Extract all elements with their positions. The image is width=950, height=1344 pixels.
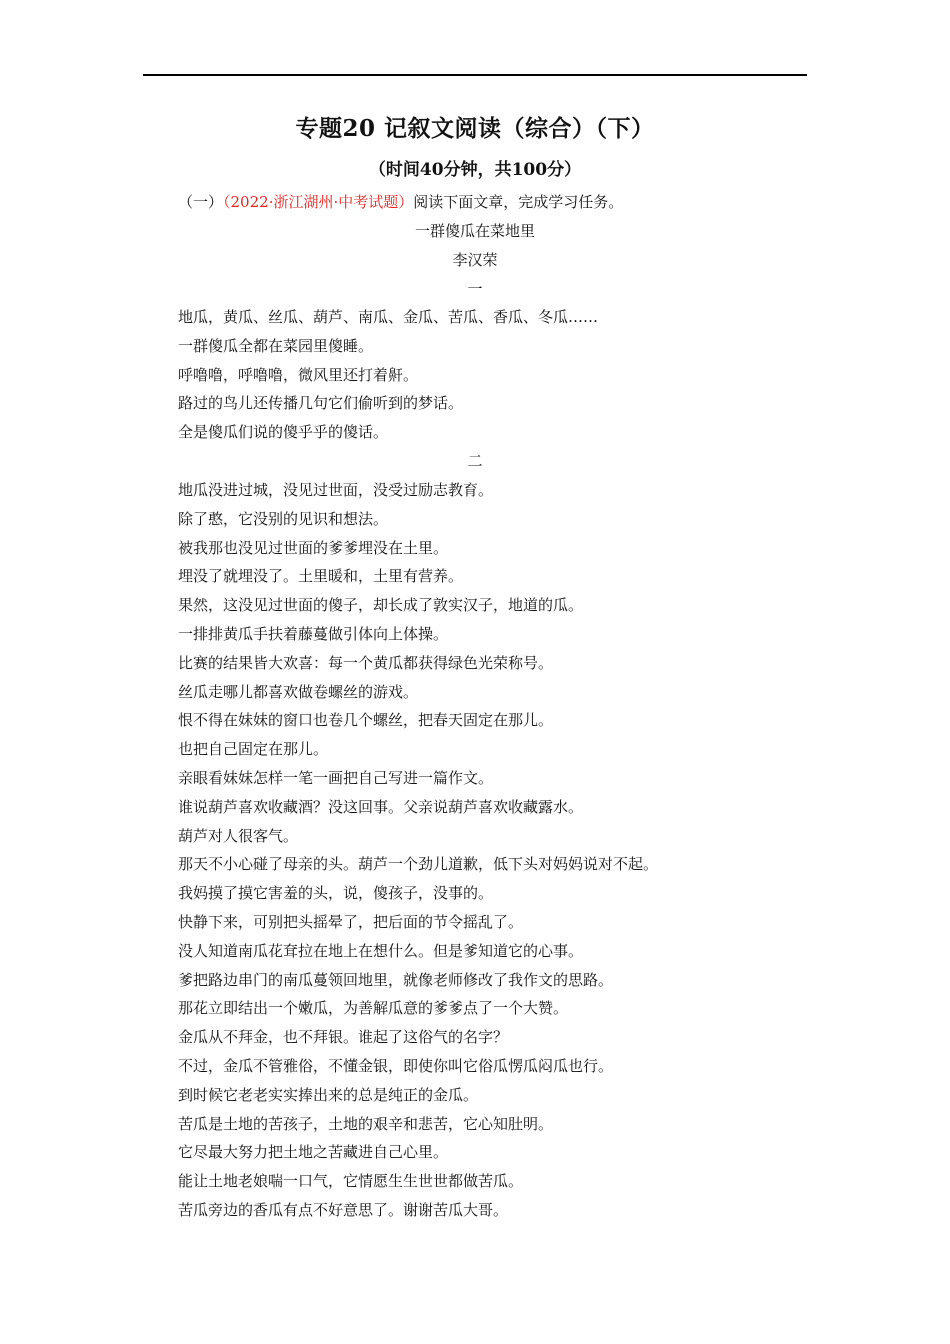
paragraph: 地瓜没进过城，没见过世面，没受过励志教育。 (178, 481, 494, 499)
paragraph: 恨不得在妹妹的窗口也卷几个螺丝，把春天固定在那儿。 (178, 711, 554, 730)
paragraph: 一群傻瓜全都在菜园里傻睡。 (178, 336, 374, 355)
paragraph: 葫芦对人很客气。 (178, 826, 299, 845)
task-instruction-text: 阅读下面文章，完成学习任务。 (413, 193, 624, 211)
task-source: （2022·浙江湖州·中考试题） (223, 193, 414, 211)
article-author: 李汉荣 (452, 251, 498, 269)
paragraph: 亲眼看妹妹怎样一笔一画把自己写进一篇作文。 (178, 768, 494, 787)
section-2-body (178, 476, 818, 1225)
paragraph: 能让土地老娘喘一口气，它情愿生生世世都做苦瓜。 (178, 1172, 524, 1191)
paragraph: 金瓜从不拜金，也不拜银。谁起了这俗气的名字？ (178, 1028, 509, 1047)
paragraph: 那花立即结出一个嫩瓜，为善解瓜意的爹爹点了一个大赞。 (178, 999, 569, 1018)
paragraph: 果然，这没见过世面的傻子，却长成了敦实汉子，地道的瓜。 (178, 596, 584, 615)
paragraph: 丝瓜走哪儿都喜欢做卷螺丝的游戏。 (178, 682, 419, 701)
paragraph: 比赛的结果皆大欢喜：每一个黄瓜都获得绿色光荣称号。 (178, 653, 554, 672)
paragraph: 也把自己固定在那儿。 (178, 740, 329, 759)
section-heading-2: 二 (467, 452, 483, 470)
task-instruction (178, 188, 623, 216)
paragraph: 谁说葫芦喜欢收藏酒？没这回事。父亲说葫芦喜欢收藏露水。 (178, 797, 584, 816)
section-heading-1: 一 (467, 280, 483, 298)
paragraph: 除了憨，它没别的见识和想法。 (178, 509, 389, 528)
paragraph: 苦瓜是土地的苦孩子，土地的艰辛和悲苦，它心知肚明。 (178, 1114, 554, 1133)
paragraph: 一排排黄瓜手扶着藤蔓做引体向上体操。 (178, 624, 449, 643)
article-title: 一群傻瓜在菜地里 (414, 222, 535, 240)
paragraph: 被我那也没见过世面的爹爹埋没在土里。 (178, 538, 449, 557)
paragraph: 埋没了就埋没了。土里暖和，土里有营养。 (178, 567, 464, 586)
paragraph: 路过的鸟儿还传播几句它们偷听到的梦话。 (178, 394, 464, 413)
paragraph: 快静下来，可别把头摇晕了，把后面的节令摇乱了。 (178, 912, 524, 931)
page-title: 专题20 记叙文阅读（综合）（下） (295, 115, 655, 142)
paragraph: 地瓜，黄瓜、丝瓜、葫芦、南瓜、金瓜、苦瓜、香瓜、冬瓜…… (178, 308, 599, 326)
paragraph: 没人知道南瓜花耷拉在地上在想什么。但是爹知道它的心事。 (178, 941, 584, 960)
header-rule (143, 74, 807, 76)
task-number: （一） (178, 193, 224, 211)
paragraph: 到时候它老老实实捧出来的总是纯正的金瓜。 (178, 1085, 479, 1104)
paragraph: 全是傻瓜们说的傻乎乎的傻话。 (178, 423, 389, 442)
paragraph: 那天不小心碰了母亲的头。葫芦一个劲儿道歉，低下头对妈妈说对不起。 (178, 855, 659, 874)
paragraph: 我妈摸了摸它害羞的头，说，傻孩子，没事的。 (178, 884, 494, 903)
paragraph: 苦瓜旁边的香瓜有点不好意思了。谢谢苦瓜大哥。 (178, 1200, 509, 1219)
paragraph: 爹把路边串门的南瓜蔓领回地里，就像老师修改了我作文的思路。 (178, 970, 614, 989)
paragraph: 不过，金瓜不管雅俗，不懂金银，即使你叫它俗瓜愣瓜闷瓜也行。 (178, 1056, 614, 1075)
page-subtitle: （时间40分钟，共100分） (368, 160, 582, 180)
section-1-body (178, 303, 818, 447)
paragraph: 呼噜噜，呼噜噜，微风里还打着鼾。 (178, 365, 419, 384)
paragraph: 它尽最大努力把土地之苦藏进自己心里。 (178, 1143, 449, 1162)
